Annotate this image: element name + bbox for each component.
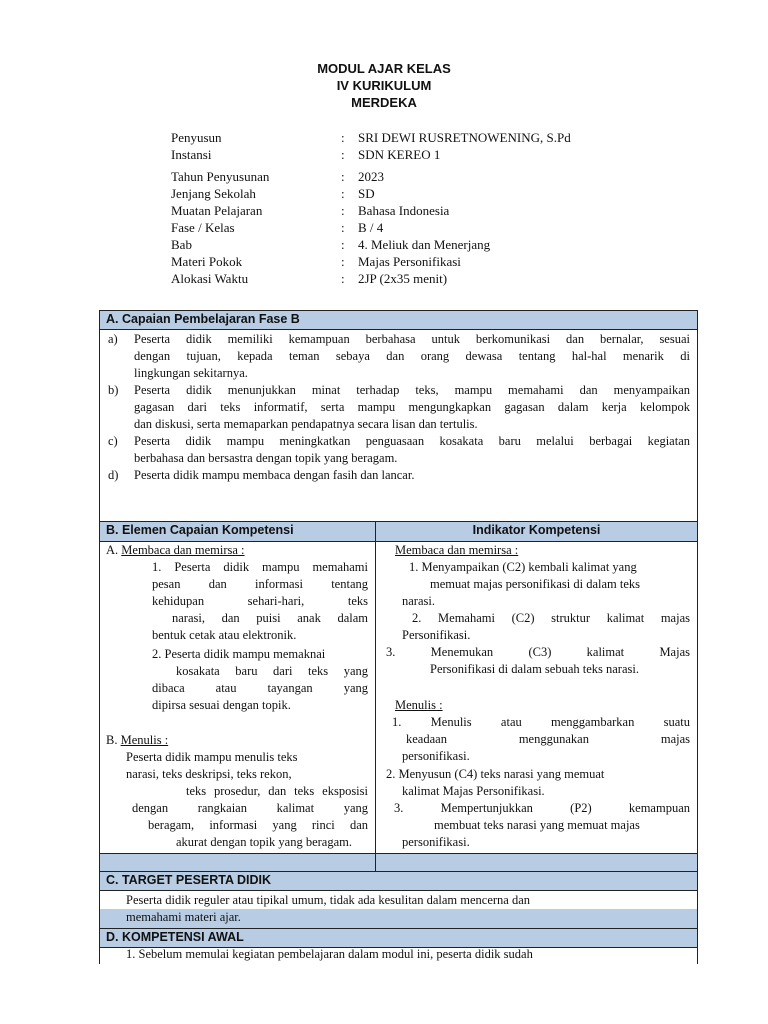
text-line: dengan rangkaian kalimat yang xyxy=(132,801,368,815)
info-row xyxy=(171,270,571,287)
right-menulis-1 xyxy=(392,714,690,765)
text-line: Personifikasi. xyxy=(402,628,471,642)
section-c-header: C. TARGET PESERTA DIDIK xyxy=(99,871,698,891)
title-line-3: MERDEKA xyxy=(351,95,417,110)
heading-prefix: A. xyxy=(106,543,119,557)
section-b-header-right: Indikator Kompetensi xyxy=(375,521,698,542)
right-membaca-heading: Membaca dan memirsa : xyxy=(395,543,519,557)
text-line: Peserta didik reguler atau tipikal umum, tidak ada kesulitan dalam mencerna dan xyxy=(126,893,531,907)
info-row xyxy=(171,129,571,146)
list-line: gagasan dari teks informatif, serta mampu mengungkapkan gagasan dalam kerja kelompok xyxy=(134,400,690,414)
title-line-2: IV KURIKULUM xyxy=(336,78,432,93)
list-label: d) xyxy=(108,468,119,482)
list-item xyxy=(108,467,690,484)
info-label: Tahun Penyusunan xyxy=(171,169,270,184)
right-menulis-2 xyxy=(386,766,690,800)
info-colon: : xyxy=(341,130,345,145)
info-colon: : xyxy=(341,169,345,184)
document-title xyxy=(0,60,768,111)
text-line: kosakata baru dari teks yang xyxy=(176,664,368,678)
right-membaca-2 xyxy=(402,610,690,644)
info-label: Instansi xyxy=(171,147,212,162)
info-row xyxy=(171,236,571,253)
left-membaca-2 xyxy=(152,646,368,714)
info-label: Bab xyxy=(171,237,192,252)
info-value: 2023 xyxy=(358,169,384,184)
info-value: Bahasa Indonesia xyxy=(358,203,450,218)
heading-text: Membaca dan memirsa : xyxy=(121,543,245,557)
list-line: Peserta didik memiliki kemampuan berbahasa untuk berkomunikasi dan bernalar, sesuai xyxy=(134,332,690,346)
text-line: 2. Peserta didik mampu memaknai xyxy=(152,647,326,661)
list-label: c) xyxy=(108,434,118,448)
left-menulis-body xyxy=(126,749,368,851)
list-line: Peserta didik menunjukkan minat terhadap teks, mampu memahami dan menyampaikan xyxy=(134,383,690,397)
right-membaca-1 xyxy=(402,559,690,610)
text-line: 1. Peserta didik mampu memahami xyxy=(152,560,368,574)
text-line: 1. Sebelum memulai kegiatan pembelajaran dalam modul ini, peserta didik sudah xyxy=(126,947,533,961)
text-line: narasi. xyxy=(402,594,435,608)
list-line: Peserta didik mampu meningkatkan penguasaan kosakata baru melalui berbagai kegiatan xyxy=(134,434,690,448)
info-colon: : xyxy=(341,254,345,269)
text-line: akurat dengan topik yang beragam. xyxy=(176,835,352,849)
info-colon: : xyxy=(341,220,345,235)
text-line: narasi, dan puisi anak dalam xyxy=(172,611,368,625)
info-row xyxy=(171,219,571,236)
section-a-header: A. Capaian Pembelajaran Fase B xyxy=(99,310,698,330)
info-colon: : xyxy=(341,186,345,201)
info-label: Muatan Pelajaran xyxy=(171,203,263,218)
list-label: b) xyxy=(108,383,119,397)
info-row xyxy=(171,146,571,163)
info-label: Penyusun xyxy=(171,130,222,145)
section-d-body xyxy=(126,946,686,963)
right-membaca-3 xyxy=(386,644,690,678)
info-row xyxy=(171,168,571,185)
section-a-list xyxy=(108,331,690,484)
info-row xyxy=(171,202,571,219)
text-line: 1. Menyampaikan (C2) kembali kalimat yang xyxy=(409,560,637,574)
info-value: Majas Personifikasi xyxy=(358,254,461,269)
info-label: Fase / Kelas xyxy=(171,220,235,235)
info-value: B / 4 xyxy=(358,220,384,235)
text-line: Personifikasi di dalam sebuah teks narasi. xyxy=(430,662,639,676)
list-line: berbahasa dan bersastra dengan topik yang beragam. xyxy=(134,451,398,465)
list-item xyxy=(108,382,690,433)
section-b-footer-band xyxy=(100,853,697,871)
text-line: 3. Menemukan (C3) kalimat Majas xyxy=(386,645,690,659)
section-d-header: D. KOMPETENSI AWAL xyxy=(99,928,698,948)
list-label: a) xyxy=(108,332,118,346)
text-line: 2. Menyusun (C4) teks narasi yang memuat xyxy=(386,767,605,781)
section-c-body xyxy=(126,892,636,926)
text-line: kehidupan sehari-hari, teks xyxy=(152,594,368,608)
text-line: dibaca atau tayangan yang xyxy=(152,681,368,695)
list-line: lingkungan sekitarnya. xyxy=(134,366,248,380)
info-label: Alokasi Waktu xyxy=(171,271,249,286)
info-value: 4. Meliuk dan Menerjang xyxy=(358,237,491,252)
info-label: Jenjang Sekolah xyxy=(171,186,256,201)
info-colon: : xyxy=(341,203,345,218)
text-line: membuat teks narasi yang memuat majas xyxy=(434,818,640,832)
left-membaca-1 xyxy=(152,559,368,644)
text-line: dipirsa sesuai dengan topik. xyxy=(152,698,291,712)
info-colon: : xyxy=(341,237,345,252)
info-value: SD xyxy=(358,186,375,201)
info-label: Materi Pokok xyxy=(171,254,243,269)
heading-text: Menulis : xyxy=(120,733,169,747)
text-line: memahami materi ajar. xyxy=(126,910,241,924)
section-b-footer-rule xyxy=(99,853,698,854)
title-line-1: MODUL AJAR KELAS xyxy=(317,61,451,76)
info-row xyxy=(171,253,571,270)
info-value: 2JP (2x35 menit) xyxy=(358,271,448,286)
left-menulis-heading xyxy=(106,732,168,749)
text-line: memuat majas personifikasi di dalam teks xyxy=(430,577,641,591)
text-line: bentuk cetak atau elektronik. xyxy=(152,628,297,642)
text-line: 2. Memahami (C2) struktur kalimat majas xyxy=(412,611,690,625)
list-line: dengan tujuan, kepada teman sebaya dan orang dewasa tentang hal-hal menarik di xyxy=(134,349,690,363)
list-line: dan diskusi, serta memaparkan pendapatnya secara lisan dan tertulis. xyxy=(134,417,478,431)
section-d-left-border xyxy=(99,947,100,964)
text-line: Peserta didik mampu menulis teks xyxy=(126,750,298,764)
list-item xyxy=(108,331,690,382)
heading-prefix: B. xyxy=(106,733,118,747)
info-value: SDN KEREO 1 xyxy=(358,147,441,162)
text-line: teks prosedur, dan teks eksposisi xyxy=(186,784,368,798)
text-line: personifikasi. xyxy=(402,749,470,763)
right-menulis-heading: Menulis : xyxy=(395,698,443,712)
text-line: keadaan menggunakan majas xyxy=(406,732,690,746)
info-value: SRI DEWI RUSRETNOWENING, S.Pd xyxy=(358,130,571,145)
list-item xyxy=(108,433,690,467)
text-line: personifikasi. xyxy=(402,835,470,849)
info-block xyxy=(171,129,571,287)
info-row xyxy=(171,185,571,202)
section-b-footer-divider xyxy=(375,853,376,871)
text-line: pesan dan informasi tentang xyxy=(152,577,368,591)
section-d-right-border xyxy=(697,947,698,964)
section-b-header-left: B. Elemen Capaian Kompetensi xyxy=(99,521,376,542)
right-menulis-3 xyxy=(394,800,690,851)
left-membaca-heading xyxy=(106,542,245,559)
info-colon: : xyxy=(341,147,345,162)
text-line: 1. Menulis atau menggambarkan suatu xyxy=(392,715,690,729)
list-line: Peserta didik mampu membaca dengan fasih dan lancar. xyxy=(134,468,415,482)
text-line: beragam, informasi yang rinci dan xyxy=(148,818,368,832)
text-line: kalimat Majas Personifikasi. xyxy=(402,784,545,798)
section-b-divider xyxy=(375,521,376,871)
text-line: narasi, teks deskripsi, teks rekon, xyxy=(126,767,292,781)
info-colon: : xyxy=(341,271,345,286)
text-line: 3. Mempertunjukkan (P2) kemampuan xyxy=(394,801,690,815)
